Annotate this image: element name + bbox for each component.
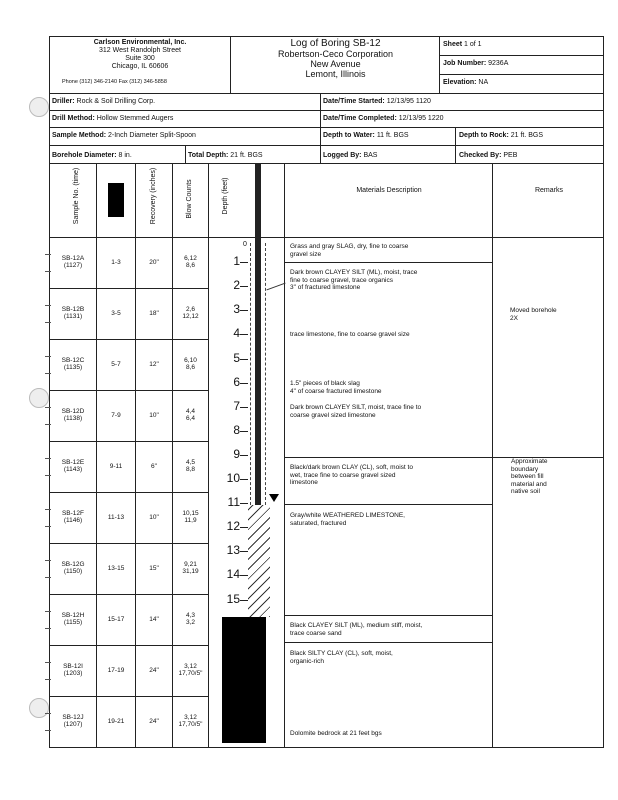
desc-clayey-silt-2: Dark brown CLAYEY SILT, moist, trace fine to coarse gravel sized limestone: [290, 404, 422, 419]
depth-label: 10: [226, 471, 240, 485]
site-street: New Avenue: [310, 59, 361, 69]
checked-by-field: Checked By: PEB: [459, 152, 518, 159]
borehole-fill: [250, 243, 266, 505]
depth-tick: [240, 359, 248, 360]
depth-tick: [240, 479, 248, 480]
blank-box-header: [108, 183, 124, 217]
sample-interval: 1-3: [111, 258, 121, 266]
desc-clayey-silt-1: Dark brown CLAYEY SILT (ML), moist, trace fine to coarse gravel, trace organics 3" of fractured limestone: [290, 269, 418, 291]
col-header-recovery: Recovery (inches): [150, 167, 157, 225]
desc-black-clayey-silt: Black CLAYEY SILT (ML), medium stiff, moist, trace coarse sand: [290, 622, 423, 637]
desc-slag: Grass and gray SLAG, dry, fine to coarse gravel size: [290, 243, 409, 258]
rule: [49, 93, 604, 94]
depth-tick: [240, 286, 248, 287]
margin-tick: [45, 628, 51, 629]
col-header-sample: Sample No. (time): [73, 167, 80, 225]
remark-boundary: Approximate boundary between fill material and native soil: [511, 458, 548, 495]
sample-recovery: 24": [149, 717, 159, 725]
margin-tick: [45, 560, 51, 561]
margin-tick: [45, 424, 51, 425]
col-line: [172, 163, 173, 748]
rule: [230, 36, 231, 93]
bedrock-block: [222, 617, 266, 743]
rule: [49, 110, 604, 111]
margin-tick: [45, 713, 51, 714]
sample-interval: 9-11: [109, 462, 123, 470]
sample-blow-counts: 3,12 17,70/5": [178, 713, 203, 728]
margin-tick: [45, 730, 51, 731]
margin-tick: [45, 305, 51, 306]
sample-row-divider: [49, 645, 209, 646]
col-line: [135, 163, 136, 748]
sample-row-divider: [49, 492, 209, 493]
sample-blow-counts: 2,6 12,12: [182, 305, 199, 320]
margin-tick: [45, 526, 51, 527]
sample-id: SB-12C (1135): [61, 356, 85, 371]
sample-recovery: 12": [149, 360, 159, 368]
sample-id: SB-12H (1155): [61, 611, 85, 626]
sample-blow-counts: 4,3 3,2: [185, 611, 196, 626]
depth-tick: [240, 431, 248, 432]
logged-by-field: Logged By: BAS: [323, 152, 378, 159]
binder-hole-middle: [29, 388, 49, 408]
col-line: [96, 163, 97, 748]
sample-recovery: 24": [149, 666, 159, 674]
col-line: [492, 163, 493, 748]
rule: [439, 55, 604, 56]
sample-recovery: 10": [149, 513, 159, 521]
sample-interval: 19-21: [107, 717, 125, 725]
sample-recovery: 15": [149, 564, 159, 572]
sample-id: SB-12G (1150): [61, 560, 85, 575]
depth-tick: [240, 575, 248, 576]
material-boundary: [284, 615, 492, 616]
col-header-remarks: Remarks: [534, 187, 563, 194]
depth-tick: [240, 310, 248, 311]
sample-id: SB-12D (1138): [61, 407, 85, 422]
binder-hole-bottom: [29, 698, 49, 718]
margin-tick: [45, 662, 51, 663]
remark-moved-borehole: Moved borehole 2X: [510, 307, 557, 322]
sample-interval: 17-19: [107, 666, 125, 674]
sample-row-divider: [49, 594, 209, 595]
desc-bedrock: Dolomite bedrock at 21 feet bgs: [290, 730, 382, 737]
sample-row-divider: [49, 441, 209, 442]
sample-interval: 15-17: [107, 615, 125, 623]
sample-recovery: 6": [151, 462, 157, 470]
sample-method-field: Sample Method: 2-Inch Diameter Split-Spoon: [52, 132, 196, 139]
rule: [49, 127, 604, 128]
margin-tick: [45, 458, 51, 459]
desc-silty-clay: Black SILTY CLAY (CL), soft, moist, organic-rich: [290, 650, 393, 665]
depth-label: 3: [233, 302, 240, 317]
binder-hole-top: [29, 97, 49, 117]
depth-label: 11: [227, 495, 240, 510]
sample-blow-counts: 9,21 31,19: [182, 560, 199, 575]
depth-label: 7: [233, 398, 240, 413]
depth-label: 1: [233, 254, 240, 269]
col-header-materials: Materials Description: [356, 187, 422, 194]
desc-clay: Black/dark brown CLAY (CL), soft, moist to wet, trace fine to coarse gravel sized limestone: [290, 464, 413, 486]
job-number-field: Job Number: 9236A: [443, 60, 509, 67]
depth-label: 4: [233, 326, 240, 341]
driller-field: Driller: Rock & Soil Drilling Corp.: [52, 98, 156, 105]
sample-interval: 13-15: [107, 564, 125, 572]
material-boundary: [284, 642, 492, 643]
col-line: [208, 163, 209, 748]
water-level-icon: [269, 494, 279, 502]
depth-tick: [240, 383, 248, 384]
depth-zero: 0: [243, 241, 247, 248]
sample-id: SB-12E (1143): [61, 458, 85, 473]
rule: [49, 145, 604, 146]
log-title: Log of Boring SB-12: [290, 38, 381, 49]
limestone-pattern: [248, 505, 270, 617]
desc-slag-limestone: 1.5" pieces of black slag 4" of coarse fractured limestone: [290, 380, 382, 395]
elevation-field: Elevation: NA: [443, 79, 489, 86]
sample-recovery: 18": [149, 309, 159, 317]
site-city: Lemont, Illinois: [305, 69, 366, 79]
sample-recovery: 10": [149, 411, 159, 419]
depth-tick: [240, 455, 248, 456]
depth-tick: [240, 551, 248, 552]
margin-tick: [45, 679, 51, 680]
sample-blow-counts: 6,10 8,6: [184, 356, 197, 371]
sample-interval: 11-13: [107, 513, 125, 521]
sample-id: SB-12J (1207): [62, 713, 84, 728]
depth-label: 8: [233, 422, 240, 437]
depth-label: 6: [233, 374, 240, 389]
col-header-depth: Depth (feet): [222, 177, 229, 215]
date-completed-field: Date/Time Completed: 12/13/95 1220: [323, 115, 444, 122]
sample-interval: 5-7: [111, 360, 121, 368]
date-started-field: Date/Time Started: 12/13/95 1120: [323, 98, 431, 105]
drill-method-field: Drill Method: Hollow Stemmed Augers: [52, 115, 174, 122]
sample-blow-counts: 6,12 8,6: [184, 254, 197, 269]
col-header-blow: Blow Counts: [186, 179, 193, 219]
rule: [185, 145, 186, 163]
sample-row-divider: [49, 390, 209, 391]
desc-trace-limestone: trace limestone, fine to coarse gravel size: [290, 331, 410, 338]
margin-tick: [45, 407, 51, 408]
sample-interval: 7-9: [111, 411, 121, 419]
rule: [439, 36, 440, 93]
sample-id: SB-12F (1146): [61, 509, 85, 524]
depth-label: 9: [233, 446, 240, 461]
company-address1: 312 West Randolph Street: [99, 47, 181, 54]
depth-rock-field: Depth to Rock: 21 ft. BGS: [459, 132, 544, 139]
rule: [49, 163, 604, 164]
rule: [439, 74, 604, 75]
margin-tick: [45, 254, 51, 255]
sample-blow-counts: 3,12 17,70/5": [178, 662, 203, 677]
sample-id: SB-12A (1127): [61, 254, 85, 269]
sample-recovery: 20": [149, 258, 159, 266]
margin-tick: [45, 373, 51, 374]
depth-water-field: Depth to Water: 11 ft. BGS: [323, 132, 409, 139]
sample-row-divider: [49, 288, 209, 289]
sample-blow-counts: 10,15 11,9: [182, 509, 199, 524]
sheet-field: Sheet 1 of 1: [443, 41, 482, 48]
depth-label: 15: [226, 591, 240, 606]
sample-row-divider: [49, 543, 209, 544]
material-boundary: [284, 262, 492, 263]
sample-row-divider: [49, 696, 209, 697]
sample-row-divider: [49, 339, 209, 340]
margin-tick: [45, 611, 51, 612]
depth-label: 2: [233, 278, 240, 293]
depth-tick: [240, 503, 248, 504]
desc-weathered-limestone: Gray/white WEATHERED LIMESTONE, saturated, fractured: [290, 512, 405, 527]
sample-interval: 3-5: [111, 309, 121, 317]
material-boundary: [284, 457, 604, 458]
depth-tick: [240, 527, 248, 528]
depth-tick: [240, 262, 248, 263]
sample-id: SB-12I (1203): [63, 662, 83, 677]
company-address2: Suite 300: [125, 55, 155, 62]
company-phone: Phone (312) 346-2140 Fax (312) 346-5858: [62, 79, 167, 85]
depth-label: 5: [233, 350, 240, 365]
depth-label: 13: [226, 543, 240, 558]
rule: [455, 127, 456, 163]
depth-label: 12: [226, 519, 240, 534]
depth-label: 14: [226, 567, 240, 582]
depth-tick: [240, 407, 248, 408]
margin-tick: [45, 577, 51, 578]
company-name: Carlson Environmental, Inc.: [93, 39, 187, 46]
sample-blow-counts: 4,5 8,8: [185, 458, 196, 473]
margin-tick: [45, 475, 51, 476]
sample-blow-counts: 4,4 6,4: [185, 407, 196, 422]
margin-tick: [45, 271, 51, 272]
margin-tick: [45, 356, 51, 357]
rule: [320, 93, 321, 163]
company-city: Chicago, IL 60606: [111, 63, 169, 70]
total-depth-field: Total Depth: 21 ft. BGS: [188, 152, 263, 159]
header-bottom-rule: [49, 237, 604, 238]
sample-id: SB-12B (1131): [61, 305, 85, 320]
depth-tick: [240, 600, 248, 601]
client-name: Robertson-Ceco Corporation: [277, 49, 394, 59]
sample-recovery: 14": [149, 615, 159, 623]
margin-tick: [45, 509, 51, 510]
depth-tick: [240, 334, 248, 335]
material-boundary: [284, 504, 492, 505]
margin-tick: [45, 322, 51, 323]
borehole-diameter-field: Borehole Diameter: 8 in.: [52, 152, 132, 159]
col-line: [284, 163, 285, 748]
